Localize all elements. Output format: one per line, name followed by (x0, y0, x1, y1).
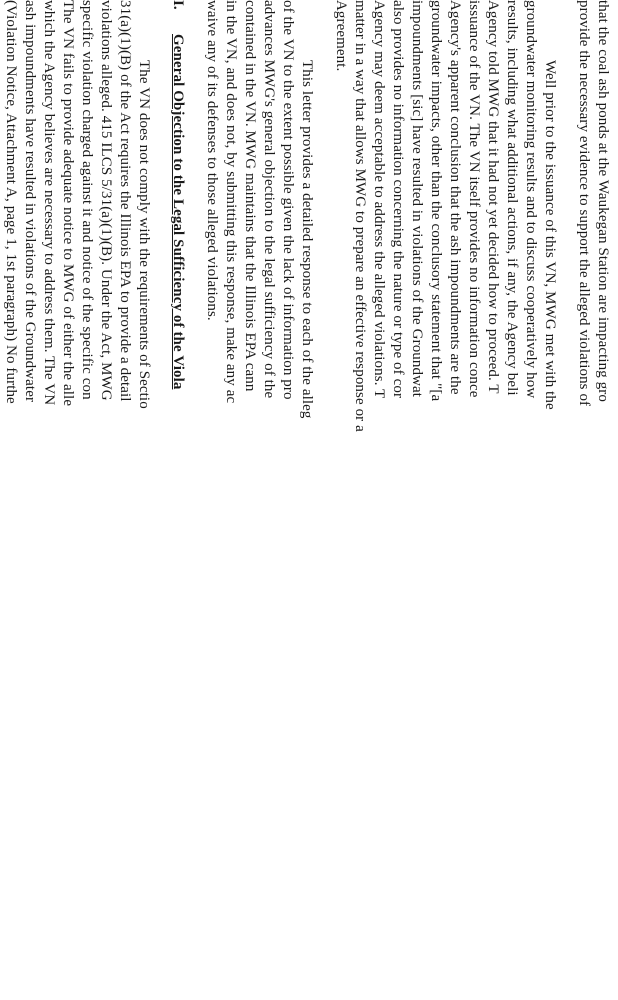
paragraph-2-line: waive any of its defenses to those alleged violations. (204, 0, 220, 321)
paragraph-2-line: of the VN to the extent possible given the lack of information pro (280, 0, 296, 400)
paragraph-1-line: issuance of the VN. The VN itself provides no information conce (466, 0, 482, 398)
text-line: provide the necessary evidence to support the alleged violations of (576, 0, 592, 407)
paragraph-1-line: Agency's apparent conclusion that the ash impoundments are the (447, 0, 463, 395)
paragraph-1-line: results, including what additional actions, if any, the Agency beli (504, 0, 520, 396)
paragraph-3-line: specific violation charged against it and notice of the specific con (79, 0, 95, 400)
paragraph-2-line: This letter provides a detailed response to each of the alleg (299, 60, 315, 419)
paragraph-2-line: advances MWG's general objection to the legal sufficiency of the (261, 0, 277, 399)
paragraph-1-line: Agency may deem acceptable to address the alleged violations. T (371, 0, 387, 399)
paragraph-1-line: Agency told MWG that it had not yet decided how to proceed. T (485, 0, 501, 394)
paragraph-3-line: The VN does not comply with the requirements of Sectio (136, 60, 152, 409)
paragraph-3-line: violations alleged. 415 ILCS 5/31(a)(1)(B). Under the Act, MWG (98, 0, 114, 401)
paragraph-1-line: impoundments [sic] have resulted in violations of the Groundwat (409, 0, 425, 398)
paragraph-1-line: also provides no information concerning the nature or type of cor (390, 0, 406, 399)
paragraph-3-line: which the Agency believes are necessary to address them. The VN (41, 0, 57, 406)
paragraph-1-line: Agreement. (333, 0, 349, 72)
paragraph-1-line: groundwater monitoring results and to discuss cooperatively how (523, 0, 539, 399)
paragraph-1-line: groundwater impacts, other than the conclusory statement that "[a (428, 0, 444, 402)
paragraph-1-line: Well prior to the issuance of this VN, MWG met with the (542, 60, 558, 410)
paragraph-1-line: matter in a way that allows MWG to prepare an effective response or a (352, 0, 368, 432)
paragraph-3-line: 31(a)(1)(B) of the Act requires the Illinois EPA to provide a detail (117, 0, 133, 402)
paragraph-3-line: ash impoundments have resulted in violations of the Groundwater (22, 0, 38, 403)
paragraph-3-line: The VN fails to provide adequate notice to MWG of either the alle (60, 0, 76, 407)
paragraph-2-line: contained in the VN. MWG maintains that the Illinois EPA cann (242, 0, 258, 392)
paragraph-3-line: (Violation Notice, Attachment A, page 1, 1st paragraph) No furthe (3, 0, 19, 404)
paragraph-2-line: in the VN, and does not, by submitting this response, make any ac (223, 0, 239, 404)
section-heading: General Objection to the Legal Sufficiency of the Viola (170, 34, 186, 390)
text-line: that the coal ash ponds at the Waukegan Station are impacting gro (595, 0, 611, 402)
section-number: I. (170, 0, 186, 10)
